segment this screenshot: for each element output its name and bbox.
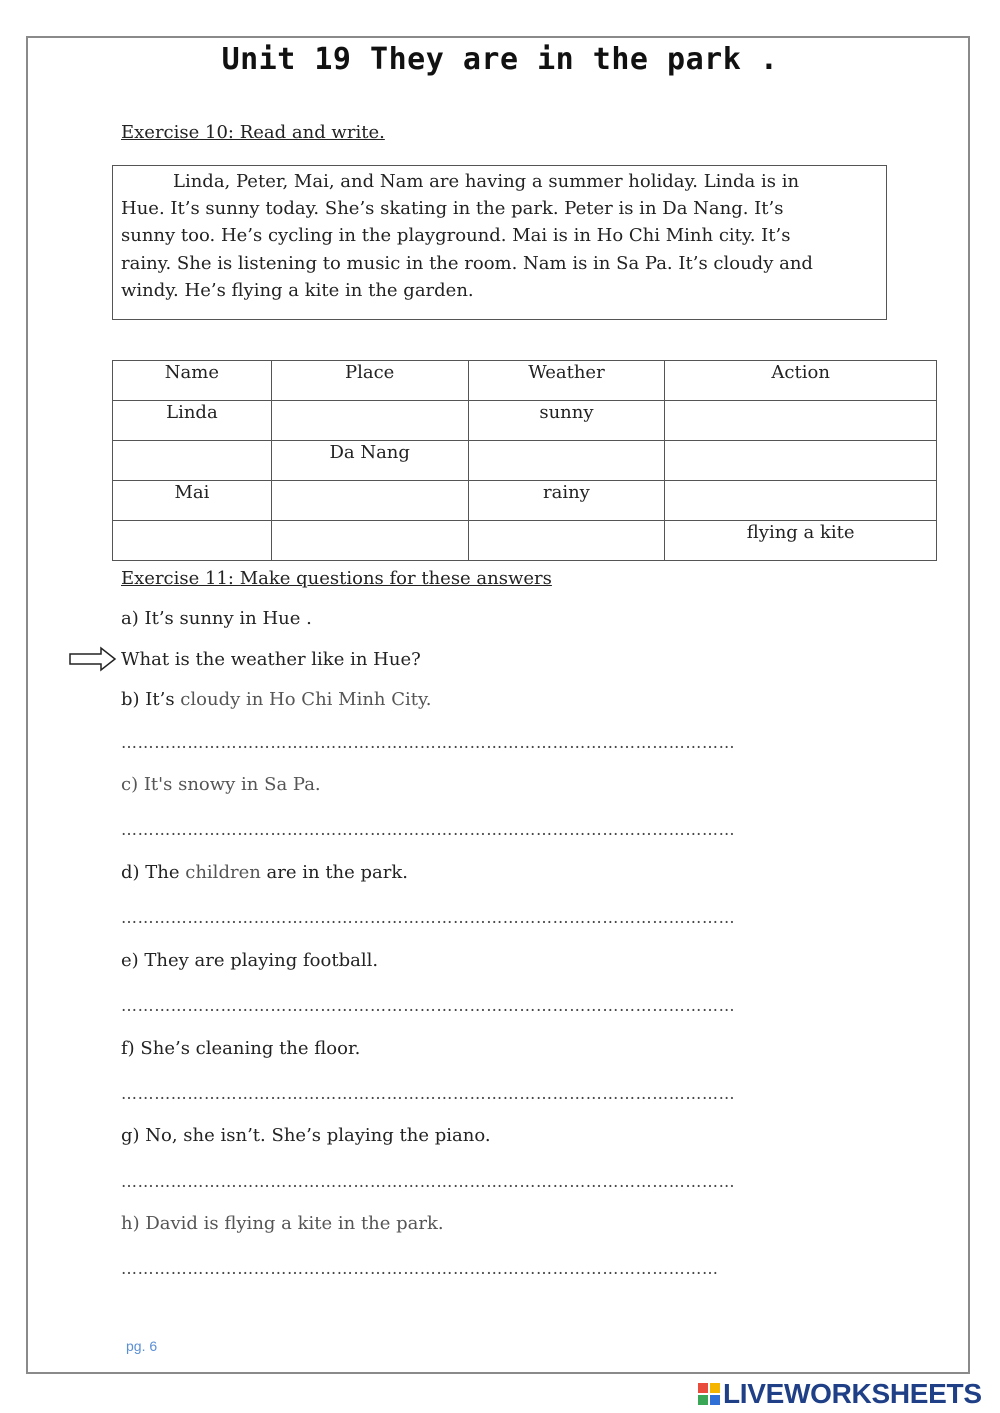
example-answer: a) It’s sunny in Hue . (121, 608, 312, 629)
answer-line-b[interactable]: ………………………………………………………………………………………………… (121, 733, 736, 752)
answer-line-e[interactable]: ………………………………………………………………………………………………… (121, 996, 736, 1015)
page-title: Unit 19 They are in the park . (221, 42, 779, 77)
question-f: f) She’s cleaning the floor. (121, 1038, 361, 1059)
answer-line-c[interactable]: ………………………………………………………………………………………………… (121, 820, 736, 839)
page-number: pg. 6 (126, 1338, 158, 1354)
brand-logo-block[interactable] (697, 1378, 982, 1410)
liveworksheets-logo-icon (697, 1382, 721, 1406)
cell-weather-input[interactable] (468, 441, 665, 481)
question-h: h) David is flying a kite in the park. (121, 1213, 444, 1234)
passage-line: sunny too. He’s cycling in the playground. Mai is in Ho Chi Minh city. It’s (121, 225, 791, 247)
header-name: Name (113, 361, 272, 401)
cell-weather-input[interactable] (468, 521, 665, 561)
cell-action-input[interactable] (665, 441, 937, 481)
info-table (112, 360, 937, 561)
cell-name: Mai (113, 481, 272, 521)
question-g: g) No, she isn’t. She’s playing the piano. (121, 1125, 491, 1146)
exercise-10-heading: Exercise 10: Read and write. (121, 122, 385, 143)
cell-weather: rainy (468, 481, 665, 521)
table-row (113, 521, 937, 561)
cell-place: Da Nang (271, 441, 468, 481)
arrow-right-icon (69, 646, 117, 672)
passage-line: rainy. She is listening to music in the room. Nam is in Sa Pa. It’s cloudy and (121, 252, 813, 274)
cell-place-input[interactable] (271, 481, 468, 521)
question-b: b) It’s cloudy in Ho Chi Minh City. (121, 689, 432, 710)
cell-place-input[interactable] (271, 521, 468, 561)
table-header-row (113, 361, 937, 401)
brand-name: LIVEWORKSHEETS (723, 1378, 982, 1409)
header-action: Action (665, 361, 937, 401)
cell-action-input[interactable] (665, 401, 937, 441)
question-c: c) It's snowy in Sa Pa. (121, 774, 321, 795)
cell-place-input[interactable] (271, 401, 468, 441)
passage-line: Hue. It’s sunny today. She’s skating in the park. Peter is in Da Nang. It’s (121, 198, 784, 220)
answer-line-d[interactable]: ………………………………………………………………………………………………… (121, 908, 736, 927)
header-weather: Weather (468, 361, 665, 401)
question-e: e) They are playing football. (121, 950, 379, 971)
header-place: Place (271, 361, 468, 401)
passage-line: Linda, Peter, Mai, and Nam are having a summer holiday. Linda is in (173, 171, 800, 192)
answer-line-f[interactable]: ………………………………………………………………………………………………… (121, 1084, 736, 1103)
cell-action-input[interactable] (665, 481, 937, 521)
question-d: d) The children are in the park. (121, 862, 409, 883)
cell-name: Linda (113, 401, 272, 441)
cell-name-input[interactable] (113, 441, 272, 481)
exercise-11-heading: Exercise 11: Make questions for these answers (121, 568, 552, 589)
table-row (113, 481, 937, 521)
cell-action: flying a kite (665, 521, 937, 561)
table-row (113, 401, 937, 441)
example-question: What is the weather like in Hue? (121, 649, 421, 670)
reading-passage (112, 165, 887, 320)
answer-line-h[interactable]: ……………………………………………………………………………………………… (121, 1259, 719, 1278)
table-row (113, 441, 937, 481)
cell-weather: sunny (468, 401, 665, 441)
passage-line: windy. He’s flying a kite in the garden. (121, 279, 474, 301)
cell-name-input[interactable] (113, 521, 272, 561)
answer-line-g[interactable]: ………………………………………………………………………………………………… (121, 1172, 736, 1191)
